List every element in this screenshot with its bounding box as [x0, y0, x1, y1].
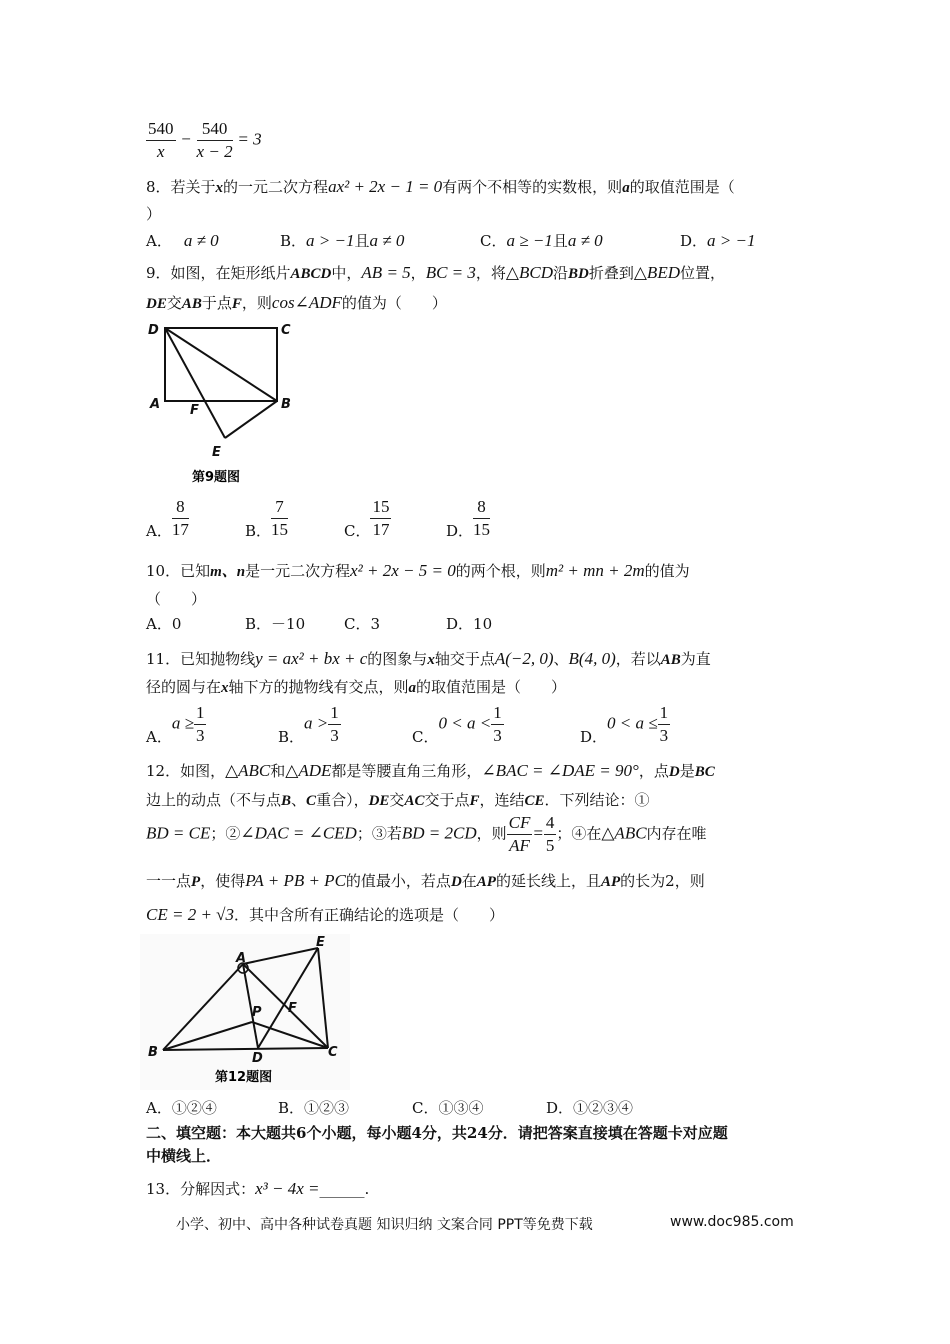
q12-line1: 12．如图，△ABC和△ADE都是等腰直角三角形，∠BAC = ∠DAE = 90°，点D是BC	[146, 761, 715, 780]
top-equation: $\frac{540}{x}$ − $\frac{540}{x - 2}$ = 3	[148, 119, 262, 161]
q8-close: ）	[146, 205, 162, 223]
q12-figure-caption: 第12题图	[215, 1070, 273, 1085]
q10-option-a: A．0	[146, 615, 182, 633]
q9-stem-line1: 9．如图，在矩形纸片ABCD中，AB = 5，BC = 3，将△BCD沿BD折叠到△BED位置，	[146, 263, 725, 282]
q8-option-a: A． a ≠ 0	[146, 231, 219, 250]
segment-eb	[225, 401, 277, 438]
q11-option-d: D．0 < a ≤ $\frac{1}{3}$	[580, 703, 669, 746]
q12-option-b: B．①②③	[278, 1099, 350, 1117]
q8-stem: 8．若关于x的一元二次方程ax² + 2x − 1 = 0有两个不相等的实数根，则a的取值范围是（	[146, 177, 735, 196]
q8-option-c: C．a ≥ −1且a ≠ 0	[480, 231, 603, 250]
q11-stem-line1: 11．已知抛物线y = ax² + bx + c的图象与x轴交于点A(−2, 0)、B(4, 0)，若以AB为直	[146, 649, 711, 668]
q12-line2: 边上的动点（不与点B、C重合），DE交AC交于点F，连结CE．下列结论：①	[146, 791, 650, 809]
q13-stem: 13．分解因式：x³ − 4x =______.	[146, 1179, 370, 1198]
label-b: B	[148, 1045, 158, 1060]
q10-option-d: D．10	[446, 615, 493, 633]
label-e: E	[212, 445, 221, 460]
q9-option-c: C． $\frac{15}{17}$	[344, 497, 390, 540]
footer-text: 小学、初中、高中各种试卷真题 知识归纳 文案合同 PPT等免费下载	[176, 1217, 593, 1233]
segment-de	[165, 328, 225, 438]
section2-heading-line1: 二、填空题：本大题共6个小题，每小题4分，共24分．请把答案直接填在答题卡对应题	[146, 1124, 728, 1142]
q12-line3: BD = CE；②∠DAC = ∠CED；③若BD = 2CD，则 $\frac{CF}{AF}$ = $\frac{4}{5}$ ；④在△ABC内存在唯	[146, 813, 707, 855]
label-p: P	[252, 1005, 262, 1020]
q8-option-b: B．a > −1且a ≠ 0	[280, 231, 405, 250]
q9-option-d: D． $\frac{8}{15}$	[446, 497, 491, 540]
q9-stem-line2: DE交AB于点F，则cos∠ADF的值为（ ）	[146, 293, 447, 312]
q12-option-c: C．①③④	[412, 1099, 484, 1117]
q9-option-a: A． $\frac{8}{17}$	[146, 497, 189, 540]
q8-option-d: D．a > −1	[680, 231, 756, 250]
diagonal-bd	[165, 328, 277, 401]
q12-line4: 一一点P，使得PA + PB + PC的值最小，若点D在AP的延长线上，且AP的长为2，则	[146, 871, 705, 890]
q12-option-a: A．①②④	[146, 1099, 217, 1117]
q9-figure-caption: 第9题图	[192, 470, 241, 485]
q10-option-c: C．3	[344, 615, 381, 633]
label-b: B	[281, 397, 291, 412]
q9-option-b: B． $\frac{7}{15}$	[245, 497, 289, 540]
q11-option-a: A．a ≥ $\frac{1}{3}$	[146, 703, 205, 746]
label-d: D	[148, 323, 159, 338]
q12-line5: CE = 2 + √3．其中含所有正确结论的选项是（ ）	[146, 905, 505, 924]
label-c: C	[328, 1045, 338, 1060]
section2-heading-line2: 中横线上．	[146, 1147, 222, 1165]
q11-stem-line2: 径的圆与在x轴下方的抛物线有交点，则a的取值范围是（ ）	[146, 678, 567, 696]
label-a: A	[150, 397, 161, 412]
label-d: D	[252, 1051, 263, 1066]
footer-url[interactable]: www.doc985.com	[670, 1214, 794, 1230]
q11-option-b: B．a > $\frac{1}{3}$	[278, 703, 339, 746]
label-a: A	[236, 951, 247, 966]
q11-option-c: C．0 < a < $\frac{1}{3}$	[412, 703, 502, 746]
q12-figure	[140, 934, 360, 1092]
label-e: E	[316, 935, 325, 950]
q12-option-d: D．①②③④	[546, 1099, 634, 1117]
q10-stem: 10．已知m、n是一元二次方程x² + 2x − 5 = 0的两个根，则m² + mn + 2m的值为	[146, 561, 690, 580]
label-f: F	[190, 403, 199, 418]
q9-figure	[140, 318, 310, 493]
q10-option-b: B．－10	[245, 615, 306, 633]
label-c: C	[281, 323, 291, 338]
label-f: F	[288, 1001, 297, 1016]
q10-paren: （ ）	[146, 590, 207, 608]
